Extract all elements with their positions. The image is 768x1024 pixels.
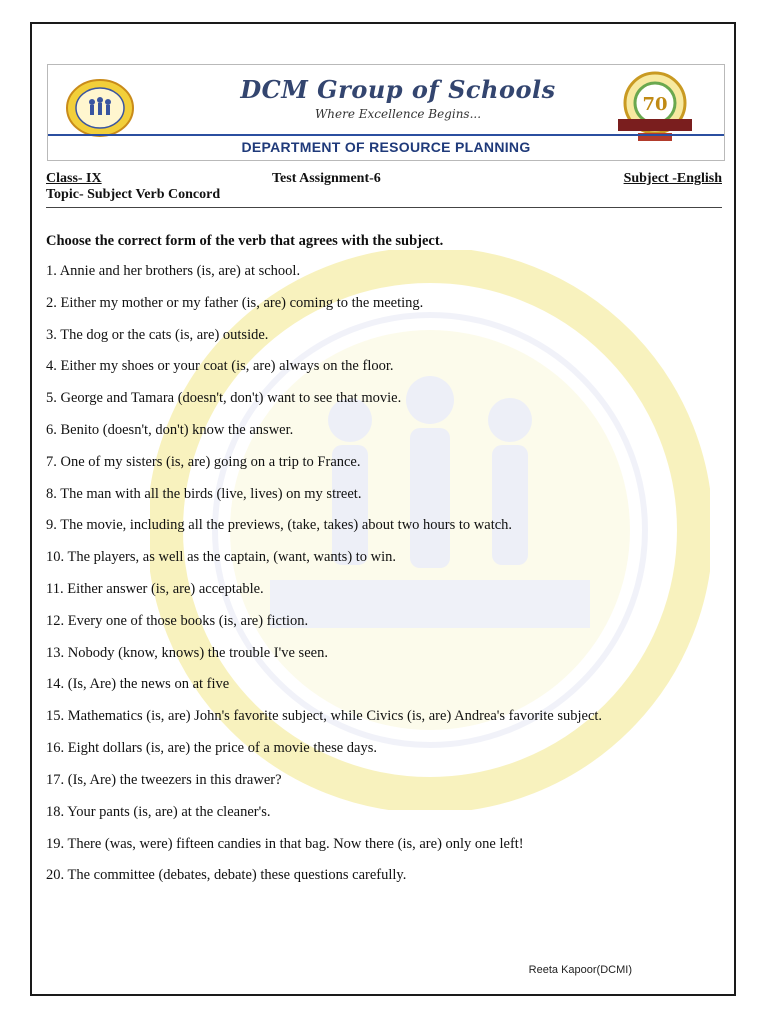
question-list	[46, 263, 722, 899]
topic-label: Topic- Subject Verb Concord	[46, 187, 221, 202]
topic-row	[46, 187, 722, 205]
class-label: Class- IX	[46, 171, 102, 186]
list-item: 12. Every one of those books (is, are) fiction.	[46, 612, 309, 629]
department-title: DEPARTMENT OF RESOURCE PLANNING	[241, 139, 531, 155]
list-item: 15. Mathematics (is, are) John's favorite subject, while Civics (is, are) Andrea's favorite subject.	[46, 708, 603, 725]
instruction-text: Choose the correct form of the verb that agrees with the subject.	[46, 233, 444, 249]
school-header	[47, 64, 725, 161]
subject-label: Subject -English	[623, 171, 722, 186]
list-item: 9. The movie, including all the previews, (take, takes) about two hours to watch.	[46, 517, 513, 534]
list-item: 16. Eight dollars (is, are) the price of a movie these days.	[46, 740, 377, 757]
list-item: 4. Either my shoes or your coat (is, are) always on the floor.	[46, 358, 394, 375]
school-tagline: Where Excellence Begins...	[314, 107, 482, 121]
meta-divider	[46, 207, 722, 208]
list-item: 2. Either my mother or my father (is, are) coming to the meeting.	[46, 294, 424, 311]
list-item: 11. Either answer (is, are) acceptable.	[46, 580, 264, 597]
list-item: 17. (Is, Are) the tweezers in this drawer?	[46, 771, 282, 788]
list-item: 10. The players, as well as the captain, (want, wants) to win.	[46, 549, 397, 566]
svg-text:70: 70	[642, 94, 668, 115]
author-credit: Reeta Kapoor(DCMI)	[528, 964, 632, 976]
list-item: 5. George and Tamara (doesn't, don't) want to see that movie.	[46, 390, 402, 407]
list-item: 20. The committee (debates, debate) these questions carefully.	[46, 867, 407, 884]
department-divider	[48, 134, 724, 136]
list-item: 1. Annie and her brothers (is, are) at school.	[46, 263, 301, 279]
list-item: 19. There (was, were) fifteen candies in that bag. Now there (is, are) only one left!	[46, 835, 524, 852]
list-item: 18. Your pants (is, are) at the cleaner's.	[46, 803, 271, 820]
list-item: 3. The dog or the cats (is, are) outside.	[46, 326, 269, 343]
list-item: 7. One of my sisters (is, are) going on a trip to France.	[46, 453, 361, 470]
list-item: 13. Nobody (know, knows) the trouble I've seen.	[46, 644, 328, 661]
school-logo-icon	[64, 78, 136, 138]
test-label: Test Assignment-6	[272, 171, 381, 186]
list-item: 14. (Is, Are) the news on at five	[46, 676, 230, 693]
school-name: DCM Group of Schools	[240, 75, 556, 104]
list-item: 6. Benito (doesn't, don't) know the answer.	[46, 421, 294, 438]
list-item: 8. The man with all the birds (live, lives) on my street.	[46, 485, 362, 502]
